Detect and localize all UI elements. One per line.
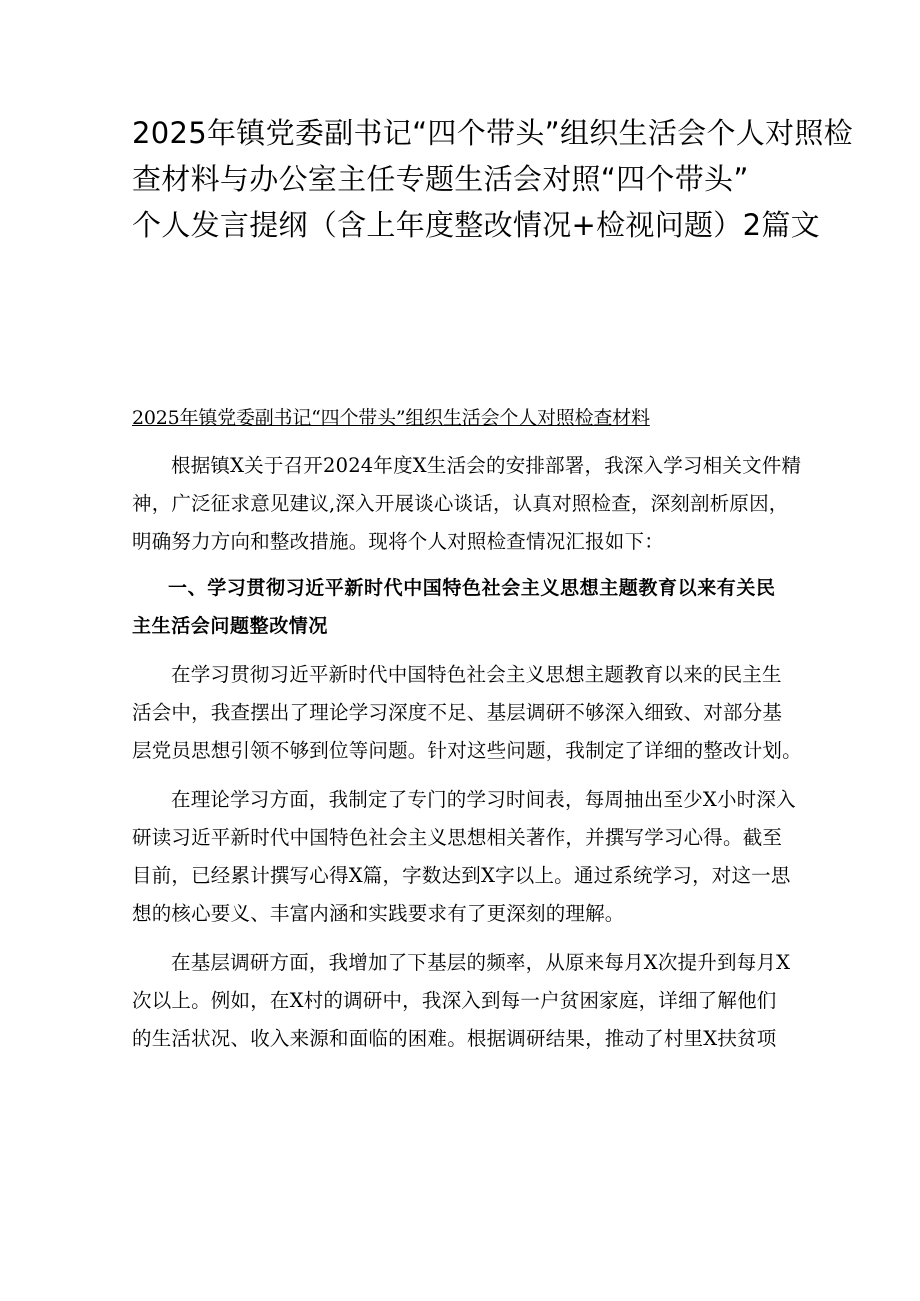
document-title xyxy=(132,110,853,248)
intro-paragraph xyxy=(132,447,802,561)
paragraph-line: 层党员思想引领不够到位等问题。针对这些问题，我制定了详细的整改计划。 xyxy=(132,739,802,762)
body-paragraph xyxy=(132,781,796,933)
paragraph-line: 次以上。例如，在X村的调研中，我深入到每一户贫困家庭，详细了解他们 xyxy=(132,989,777,1012)
paragraph-line: 在学习贯彻习近平新时代中国特色社会主义思想主题教育以来的民主生 xyxy=(171,663,782,686)
paragraph-line: 活会中，我查摆出了理论学习深度不足、基层调研不够深入细致、对部分基 xyxy=(132,701,783,724)
heading-line: 一、学习贯彻习近平新时代中国特色社会主义思想主题教育以来有关民 xyxy=(168,577,776,599)
section-heading xyxy=(132,569,796,645)
paragraph-line: 在理论学习方面，我制定了专门的学习时间表，每周抽出至少X小时深入 xyxy=(171,788,796,811)
title-line: 查材料与办公室主任专题生活会对照“四个带头” xyxy=(132,162,749,196)
article-title: 2025年镇党委副书记“四个带头”组织生活会个人对照检查材料 xyxy=(132,407,650,429)
title-line: 个人发言提纲（含上年度整改情况+检视问题）2篇文 xyxy=(132,208,820,242)
paragraph-line: 想的核心要义、丰富内涵和实践要求有了更深刻的理解。 xyxy=(132,902,625,925)
paragraph-line: 在基层调研方面，我增加了下基层的频率，从原来每月X次提升到每月X xyxy=(171,951,791,974)
paragraph-line: 的生活状况、收入来源和面临的困难。根据调研结果，推动了村里X扶贫项 xyxy=(132,1027,777,1050)
article-body xyxy=(132,401,802,1058)
body-paragraph xyxy=(132,944,796,1058)
paragraph-line: 神，广泛征求意见建议,深入开展谈心谈话，认真对照检查，深刻剖析原因， xyxy=(132,492,789,515)
heading-line: 主生活会问题整改情况 xyxy=(132,615,329,637)
body-paragraph xyxy=(132,656,802,770)
paragraph-line: 根据镇X关于召开2024年度X生活会的安排部署，我深入学习相关文件精 xyxy=(171,454,802,477)
title-line: 2025年镇党委副书记“四个带头”组织生活会个人对照检 xyxy=(132,116,853,150)
paragraph-line: 目前，已经累计撰写心得X篇，字数达到X字以上。通过系统学习，对这一思 xyxy=(132,864,791,887)
paragraph-line: 研读习近平新时代中国特色社会主义思想相关著作，并撰写学习心得。截至 xyxy=(132,826,783,849)
paragraph-line: 明确努力方向和整改措施。现将个人对照检查情况汇报如下： xyxy=(132,530,664,553)
